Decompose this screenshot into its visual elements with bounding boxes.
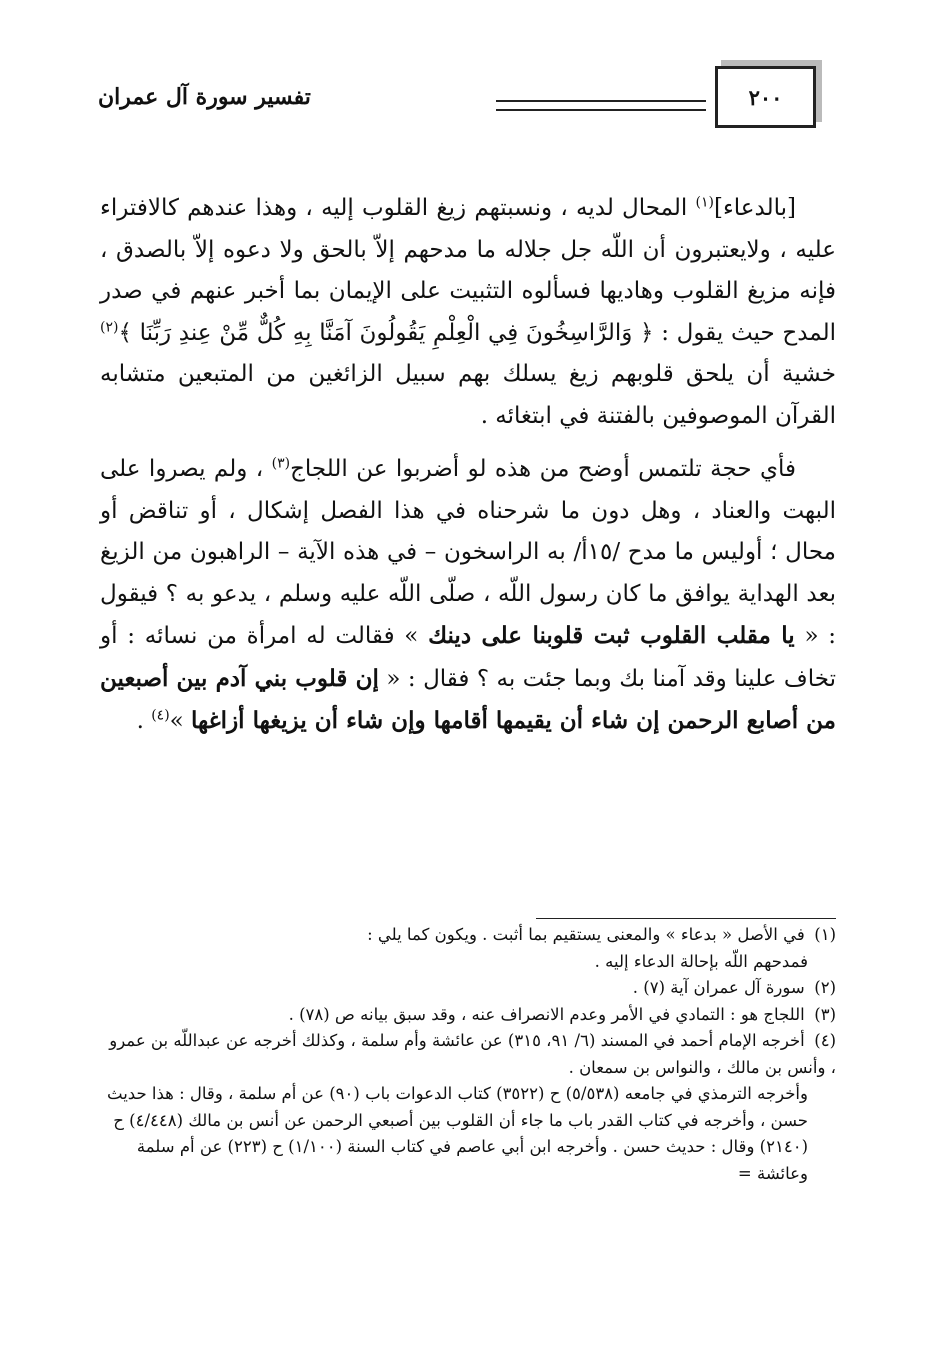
text-run: ، ولم يصروا على البهت والعناد ، وهل دون ما شرحناه في هذا الفصل إشكال ، أو تناقض أو محال ؛ أوليس ما مدح /١٥أ/ به الراسخون – في هذه الآية – الراهبون من الزيغ بعد الهداية يوافق ما كان رسول اللّه ، صلّى اللّه عليه وسلم ، يدعو به ؟ فيقول : « xyxy=(100,456,836,649)
running-title: تفسير سورة آل عمران xyxy=(98,84,311,110)
text-run: [بالدعاء] xyxy=(714,195,796,221)
paragraph-2 xyxy=(100,449,836,743)
footnote-ref: (٤) xyxy=(151,707,170,724)
footnote-ref: (١) xyxy=(695,194,715,211)
footnote-3 xyxy=(100,1002,836,1029)
footnote-4 xyxy=(100,1028,836,1187)
header-rule xyxy=(496,100,706,111)
footnote-text: سورة آل عمران آية (٧) . xyxy=(632,978,805,997)
text-run: فأي حجة تلتمس أوضح من هذه لو أضربوا عن اللجاج xyxy=(290,456,796,482)
footnotes xyxy=(100,922,836,1187)
footnote-text: في الأصل « بدعاء » والمعنى يستقيم بما أثبت . ويكون كما يلي : xyxy=(367,925,805,944)
text-run: خشية أن يلحق قلوبهم زيغ يسلك بهم سبيل الزائغين من المتبعين متشابه القرآن الموصوفين بالفتنة في ابتغائه . xyxy=(100,361,836,429)
page-header xyxy=(90,62,824,132)
text-run: » فقالت له امرأة من نسائه : أو تخاف علينا وقد آمنا بك وبما جئت به ؟ فقال : « xyxy=(100,623,836,692)
page-number-box xyxy=(715,66,816,128)
footnote-2 xyxy=(100,975,836,1002)
footnote-continuation: وأخرجه الترمذي في جامعه (٥/٥٣٨) ح (٣٥٢٢) كتاب الدعوات باب (٩٠) عن أم سلمة ، وقال : هذا حديث حسن ، وأخرجه في كتاب القدر باب ما جاء أن القلوب بين أصبعي الرحمن عن أنس بن مالك (٤/٤٤٨) ح (٢١٤٠) وقال : حديث حسن . وأخرجه ابن أبي عاصم في كتاب السنة (١/١٠٠) ح (٢٢٣) عن أم سلمة وعائشة = xyxy=(107,1084,808,1183)
text-run: المحال لديه ، ونسبتهم زيغ القلوب إليه ، وهذا عندهم كالافتراء عليه ، ولايعتبرون أن اللّه جل جلاله ما مدحهم إلاّ بالحق ولا دعوه إلاّ بالصدق ، فإنه مزيغ القلوب وهاديها فسألوه التثبيت على الإيمان بما أخبر عنهم في صدر المدح حيث يقول : ﴿ وَالرَّاسِخُونَ فِي الْعِلْمِ يَقُولُونَ آمَنَّا بِهِ كُلٌّ مِّنْ عِندِ رَبِّنَا ﴾ xyxy=(100,195,836,346)
text-run: » xyxy=(169,708,192,734)
text-run: . xyxy=(136,708,152,734)
footnote-ref: (٢) xyxy=(100,318,119,335)
body-text xyxy=(100,188,836,743)
footnote-number: (١) xyxy=(814,925,836,944)
footnote-number: (٢) xyxy=(814,978,836,997)
page-number: ٢٠٠ xyxy=(748,84,783,110)
hadith-quote: إن قلوب بني آدم بين أصبعين من أصابع الرحمن إن شاء أن يقيمها أقامها وإن شاء أن يزيغها أزاغها xyxy=(100,664,836,734)
footnote-continuation: فمدحهم اللّه بإحالة الدعاء إليه . xyxy=(594,951,808,971)
footnote-text: اللجاج هو : التمادي في الأمر وعدم الانصراف عنه ، وقد سبق بيانه ص (٧٨) . xyxy=(288,1004,805,1024)
footnote-ref: (٣) xyxy=(271,455,291,472)
paragraph-1 xyxy=(100,188,836,437)
footnote-text: أخرجه الإمام أحمد في المسند (٦/ ٩١، ٣١٥) عن عائشة وأم سلمة ، وكذلك أخرجه عن عبداللّه بن عمرو ، وأنس بن مالك ، والنواس بن سمعان . xyxy=(109,1031,836,1077)
footnote-number: (٤) xyxy=(814,1031,836,1050)
hadith-quote: يا مقلب القلوب ثبت قلوبنا على دينك xyxy=(428,622,795,649)
footnote-1 xyxy=(100,922,836,975)
footnote-number: (٣) xyxy=(814,1004,836,1024)
footnote-separator xyxy=(536,918,836,919)
